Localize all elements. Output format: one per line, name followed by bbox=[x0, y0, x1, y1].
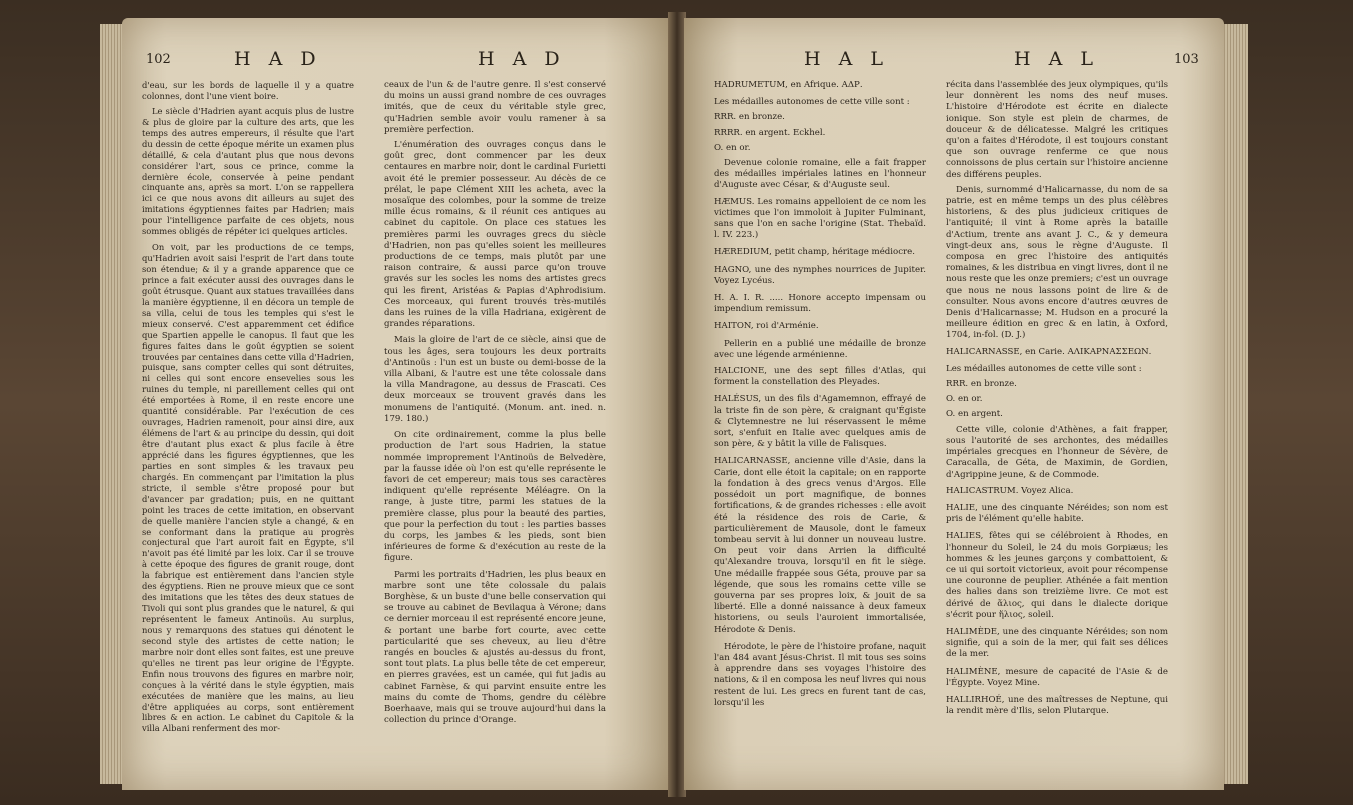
page-number-right: 103 bbox=[1174, 52, 1199, 67]
entry-line: Les médailles autonomes de cette ville sont : bbox=[714, 97, 910, 108]
entry: HADRUMETUM, en Afrique. ΑΔΡ. bbox=[714, 80, 863, 90]
paragraph: Parmi les portraits d'Hadrien, les plus beaux en marbre sont une tête colossale du palais Borghèse, & un buste d'une belle conservation qui se trouve au cabinet de Bevilaqua à Vérone; dans ce dernier morceau il est représenté encore jeune, & portant une barbe fort courte, avec cette particularité que ses cheveux, au lieu d'être rangés en boucles & ajustés au-dessus du front, sont tout plats. La plus belle tête de cet empereur, en pierres gravées, est un camée, qui fut jadis au cabinet Farnèse, & qui parvint ensuite entre les mains du comte de Thoms, gendre du célèbre Boerhaave, mais qui se trouve aujourd'hui dans la collection du prince d'Orange. bbox=[384, 569, 606, 726]
paragraph: On voit, par les productions de ce temps, qu'Hadrien avoit saisi l'esprit de l'art dans toute son étendue; & il y a grande apparence que ce prince a fait exécuter aussi des ouvrages dans le goût étrusque. Quant aux statues travaillées dans la manière égyptienne, il en décora un temple de sa villa, celui de tous les temples qui s'est le mieux conservé. C'est apparemment cet édifice que Spartien appelle le canopus. Il faut que les figures faites dans le goût égyptien se soient trouvées par centaines dans cette villa d'Hadrien, puisque, sans compter celles qui sont détruites, ni celles qui sont encore ensevelies sous les ruines du temple, ni pareillement celles qui ont été emportées à Rome, il en reste encore une quantité considérable. Par l'exécution de ces ouvrages, Hadrien ramenoit, pour ainsi dire, aux élémens de l'art & au principe du dessin, qui doit être d'autant plus exact & plus facile à être apprécié dans les figures égyptiennes, que les parties en sont simples & les travaux peu chargés. En commençant par l'imitation la plus stricte, il semble s'être proposé pour but d'avancer par gradation; puis, en ne quittant point les traces de cette imitation, en observant de quelle manière l'ancien style a changé, & en se conformant dans la pratique au progrès conjectural que l'art auroit fait en Égypte, s'il n'avoit pas été limité par les loix. Car il se trouve à cette époque des figures de granit rouge, dont la fabrique est entièrement dans l'ancien style des égyptiens. Rien ne prouve mieux que ce sont des imitations que les têtes des deux statues de Tivoli qui sont plus grandes que le naturel, & qui représentent le fameux Antinoüs. Au surplus, nous y remarquons des statues qui dénotent le second style des artistes de cette nation; le marbre noir dont elles sont faites, est une preuve qu'elles ne tirent pas leur origine de l'Égypte. Enfin nous trouvons des figures en marbre noir, conçues à la vérité dans le style égyptien, mais exécutées de manière que les mains, au lieu d'être appliquées au corps, sont entièrement libres & en action. Le cabinet du Capitole & la villa Albani renferment des mor- bbox=[142, 242, 354, 734]
entry: HAGNO, une des nymphes nourrices de Jupiter. Voyez Lycéus. bbox=[714, 264, 926, 286]
running-head-right-col1: H A L bbox=[804, 48, 889, 70]
page-number-left: 102 bbox=[146, 52, 171, 67]
entry: HALLIRHOÉ, une des maîtresses de Neptune, qui la rendit mère d'Ilis, selon Plutarque. bbox=[946, 694, 1168, 717]
paragraph: d'eau, sur les bords de laquelle il y a quatre colonnes, dont l'une vient boire. bbox=[142, 80, 354, 101]
entry: HÆREDIUM, petit champ, héritage médiocre. bbox=[714, 247, 915, 258]
entry: HAITON, roi d'Arménie. bbox=[714, 321, 819, 332]
paragraph: Denis, surnommé d'Halicarnasse, du nom de sa patrie, est en même temps un des plus célèbres historiens, & des plus judicieux critiques de l'antiquité; il vint à Rome après la bataille d'Actium, trente ans avant J. C., & y demeura vingt-deux ans, sous le règne d'Auguste. Il composa en grec l'histoire des antiquités romaines, & les distribua en vingt livres, dont il ne nous reste que les onze premiers; c'est un ouvrage que nous ne nous lassons point de lire & de consulter. Nous avons encore d'autres œuvres de Denis d'Halicarnasse; M. Hudson en a procuré la meilleure édition en grec & en latin, à Oxford, 1704, in-fol. (D. J.) bbox=[946, 184, 1169, 341]
entry: HALICARNASSE, ancienne ville d'Asie, dans la Carie, dont elle étoit la capitale; on en rapporte la fondation à des grecs venus d'Argos. Elle possédoit un port magnifique, de bonnes fortifications, & de grandes richesses : elle avoit été la résidence des rois de Carie, & particulièrement de Mausole, dont le fameux tombeau servit à lui donner un nouveau lustre. On peut voir dans Arrien la difficulté qu'Alexandre trouva, lorsqu'il en fit le siège. Une médaille frappée sous Géta, prouve par sa légende, que sous les romains cette ville se gouverna par ses propres loix, & jouit de sa liberté. Elle a donné naissance à deux fameux historiens, ou seuls l'auroient immortalisée, Hérodote & Denis. bbox=[714, 456, 926, 635]
left-column-2 bbox=[384, 80, 606, 731]
running-head-right-col2: H A L bbox=[1014, 48, 1099, 70]
right-column-2 bbox=[946, 80, 1168, 723]
entry: HALIE, une des cinquante Néréides; son nom est pris de l'élément qu'elle habite. bbox=[946, 502, 1168, 525]
paragraph: récita dans l'assemblée des jeux olympiques, qu'ils leur donnèrent les noms des neuf muses. L'histoire d'Hérodote est écrite en dialecte ionique. Son style est plein de charmes, de douceur & de délicatesse. Malgré les critiques qu'on a faites d'Hérodote, il est toujours constant que son ouvrage renferme ce que nous connoissons de plus certain sur l'histoire ancienne des différens peuples. bbox=[946, 80, 1168, 180]
paragraph: Mais la gloire de l'art de ce siècle, ainsi que de tous les âges, sera toujours les deux portraits d'Antinoüs : l'un est un buste ou demi-bosse de la villa Albani, & l'autre est une tête colossale dans la villa Mandragone, au dessus de Frascati. Ces deux morceaux se trouvent gravés dans les monumens de l'antiquité. (Monum. ant. ined. n. 179. 180.) bbox=[384, 335, 606, 424]
entry-line: O. en or. bbox=[946, 394, 983, 405]
entry-line: O. en or. bbox=[714, 142, 751, 153]
entry: HALICARNASSE, en Carie. ΑΛΙΚΑΡΝΑΣΣΕΩΝ. bbox=[946, 346, 1152, 357]
running-head-left-col2: H A D bbox=[478, 48, 566, 70]
left-page bbox=[122, 18, 670, 790]
right-column-1 bbox=[714, 80, 926, 714]
paragraph: On cite ordinairement, comme la plus belle production de l'art sous Hadrien, la statue nommée improprement l'Antinoüs de Belvedère, par la fausse idée où l'on est qu'elle représente le favori de cet empereur; mais tous ses caractères indiquent qu'elle représente Méléagre. On la range, à juste titre, parmi les statues de la première classe, plus pour la beauté des parties, que pour la perfection du tout : les parties basses du corps, les jambes & les pieds, sont bien inférieures de forme & d'exécution au reste de la figure. bbox=[384, 430, 606, 564]
paragraph: Devenue colonie romaine, elle a fait frapper des médailles impériales latines en l'honneur d'Auguste avec César, & d'Auguste seul. bbox=[714, 158, 926, 191]
entry: HALCIONE, une des sept filles d'Atlas, qui forment la constellation des Pleyades. bbox=[714, 366, 926, 388]
paragraph: Le siècle d'Hadrien ayant acquis plus de lustre & plus de gloire par la culture des arts, que les temps des autres empereurs, il résulte que l'art du dessin de cette époque mérite un examen plus détaillé, & cela d'autant plus que nous devons considérer l'art, sous ce prince, comme la dernière école, conservée à peine pendant cinquante ans, après sa mort. L'on se rappellera ici ce que nous avons dit ailleurs au sujet des imitations égyptiennes faites par Hadrien; mais pour l'intelligence parfaite de ces objets, nous sommes obligés de répéter ici quelques articles. bbox=[142, 105, 354, 237]
left-column-1 bbox=[142, 80, 354, 739]
entry-line: Les médailles autonomes de cette ville sont : bbox=[946, 363, 1142, 374]
paragraph: Hérodote, le père de l'histoire profane, naquit l'an 484 avant Jésus-Christ. Il mit tous ses soins à apprendre dans ses voyages l'histoire des nations, & il en composa les neuf livres qui nous restent de lui. Les grecs en furent tant de cas, lorsqu'il les bbox=[714, 641, 926, 708]
entry-line: O. en argent. bbox=[946, 409, 1003, 420]
entry: HALIES, fêtes qui se célébroient à Rhodes, en l'honneur du Soleil, le 24 du mois Gorpiæus; les hommes & les jeunes garçons y combattoient, & ce ui qui sortoit victorieux, avoit pour récompense une couronne de peuplier. Athénée a fait mention des halies dans son treizième livre. Ce mot est dérivé de ἅλιος, qui dans le dialecte dorique s'écrit pour ἥλιος, soleil. bbox=[946, 531, 1168, 620]
paragraph: L'énumération des ouvrages conçus dans le goût grec, dont commencer par les deux centaures en marbre noir, dont le cardinal Furietti avoit été le premier possesseur. Au décès de ce prélat, le pape Clément XIII les acheta, avec la mosaïque des colombes, pour la somme de treize mille écus romains, & il réunit ces antiques au cabinet du capitole. On place ces statues les premières parmi les ouvrages grecs du siècle d'Hadrien, non pas qu'elles soient les meilleures productions de ce temps, mais plutôt par une raison contraire, & aussi parce qu'on trouve gravés sur les socles les noms des artistes grecs qui les firent, Aristéas & Papias d'Aphrodisium. Ces morceaux, qui furent trouvés très-mutilés dans les ruines de la villa Hadriana, exigèrent de grandes réparations. bbox=[384, 140, 606, 330]
entry-line: RRR. en bronze. bbox=[714, 112, 785, 123]
entry: HALICASTRUM. Voyez Alica. bbox=[946, 485, 1074, 496]
running-head-left-col1: H A D bbox=[234, 48, 322, 70]
entry: HALIMÈDE, une des cinquante Néréides; son nom signifie, qui a soin de la mer, qui fait ses délices de la mer. bbox=[946, 626, 1168, 660]
right-page bbox=[684, 18, 1224, 790]
left-page-edges bbox=[100, 24, 124, 784]
entry-line: RRR. en bronze. bbox=[946, 379, 1017, 390]
right-page-edges bbox=[1222, 24, 1248, 784]
entry: HÆMUS. Les romains appelloient de ce nom les victimes que l'on immoloit à Jupiter Fulminant, sans que l'on en sache l'origine (Stat. Thebaïd. l. IV. 223.) bbox=[714, 196, 926, 241]
entry: H. A. I. R. ..... Honore accepto impensam ou impendium remissum. bbox=[714, 293, 926, 315]
paragraph: ceaux de l'un & de l'autre genre. Il s'est conservé du moins un aussi grand nombre de ces ouvrages imités, que de ceux du véritable style grec, qu'Hadrien semble avoir voulu ramener à sa première perfection. bbox=[384, 80, 606, 135]
paragraph: Pellerin en a publié une médaille de bronze avec une légende arménienne. bbox=[714, 338, 926, 360]
entry: HALIMÈNE, mesure de capacité de l'Asie & de l'Égypte. Voyez Mine. bbox=[946, 666, 1168, 688]
entry: HALÉSUS, un des fils d'Agamemnon, effrayé de la triste fin de son père, & craignant qu'Égiste & Clytemnestre ne lui réservassent le même sort, s'enfuit en Italie avec quelques amis de son père, & y bâtit la ville de Falisques. bbox=[714, 394, 926, 450]
entry-line: RRRR. en argent. Eckhel. bbox=[714, 127, 826, 138]
paragraph: Cette ville, colonie d'Athènes, a fait frapper, sous l'autorité de ses archontes, des médailles impériales grecques en l'honneur de Sévère, de Caracalla, de Géta, de Maximin, de Gordien, d'Agrippine jeune, & de Commode. bbox=[946, 424, 1168, 480]
